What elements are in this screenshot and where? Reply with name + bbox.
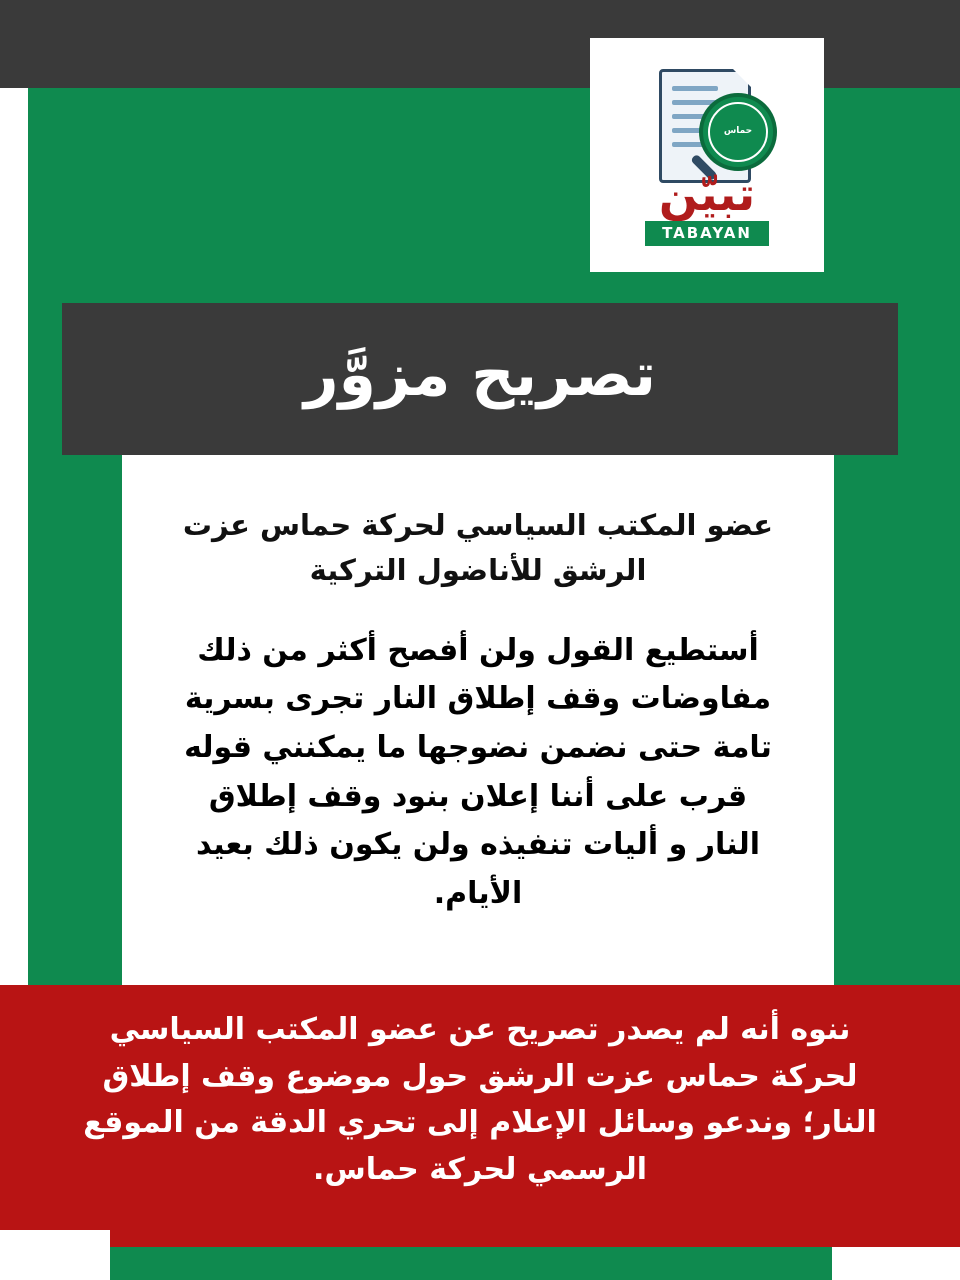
statement-card — [122, 455, 834, 985]
logo-latin-name: TABAYAN — [645, 221, 769, 246]
fact-check-text: ننوه أنه لم يصدر تصريح عن عضو المكتب السياسي لحركة حماس عزت الرشق حول موضوع وقف إطلاق النار؛ وندعو وسائل الإعلام إلى تحري الدقة من الموقع الرسمي لحركة حماس. — [83, 1012, 877, 1187]
statement-quote: أستطيع القول ولن أفصح أكثر من ذلك مفاوضات وقف إطلاق النار تجرى بسرية تامة حتى نضمن نضوجها ما يمكنني قوله قرب على أننا إعلان بنود وقف إطلاق النار و أليات تنفيذه ولن يكون ذلك بعيد الأيام. — [184, 632, 772, 911]
statement-source: عضو المكتب السياسي لحركة حماس عزت الرشق للأناضول التركية — [182, 508, 774, 587]
bottom-left-white-block — [0, 1230, 110, 1280]
page-title: تصريح مزوَّر — [304, 340, 656, 410]
document-fold-icon — [733, 69, 751, 87]
logo-inner — [607, 55, 807, 255]
bottom-green-band — [110, 1247, 832, 1280]
logo-wordmark: تبيّن — [658, 167, 756, 221]
fact-check-banner — [0, 985, 960, 1247]
logo-card — [590, 38, 824, 272]
title-ribbon — [62, 303, 898, 455]
emblem-label: حماس — [708, 102, 768, 162]
hamas-emblem-icon — [699, 93, 777, 171]
document-line-icon — [672, 86, 718, 91]
